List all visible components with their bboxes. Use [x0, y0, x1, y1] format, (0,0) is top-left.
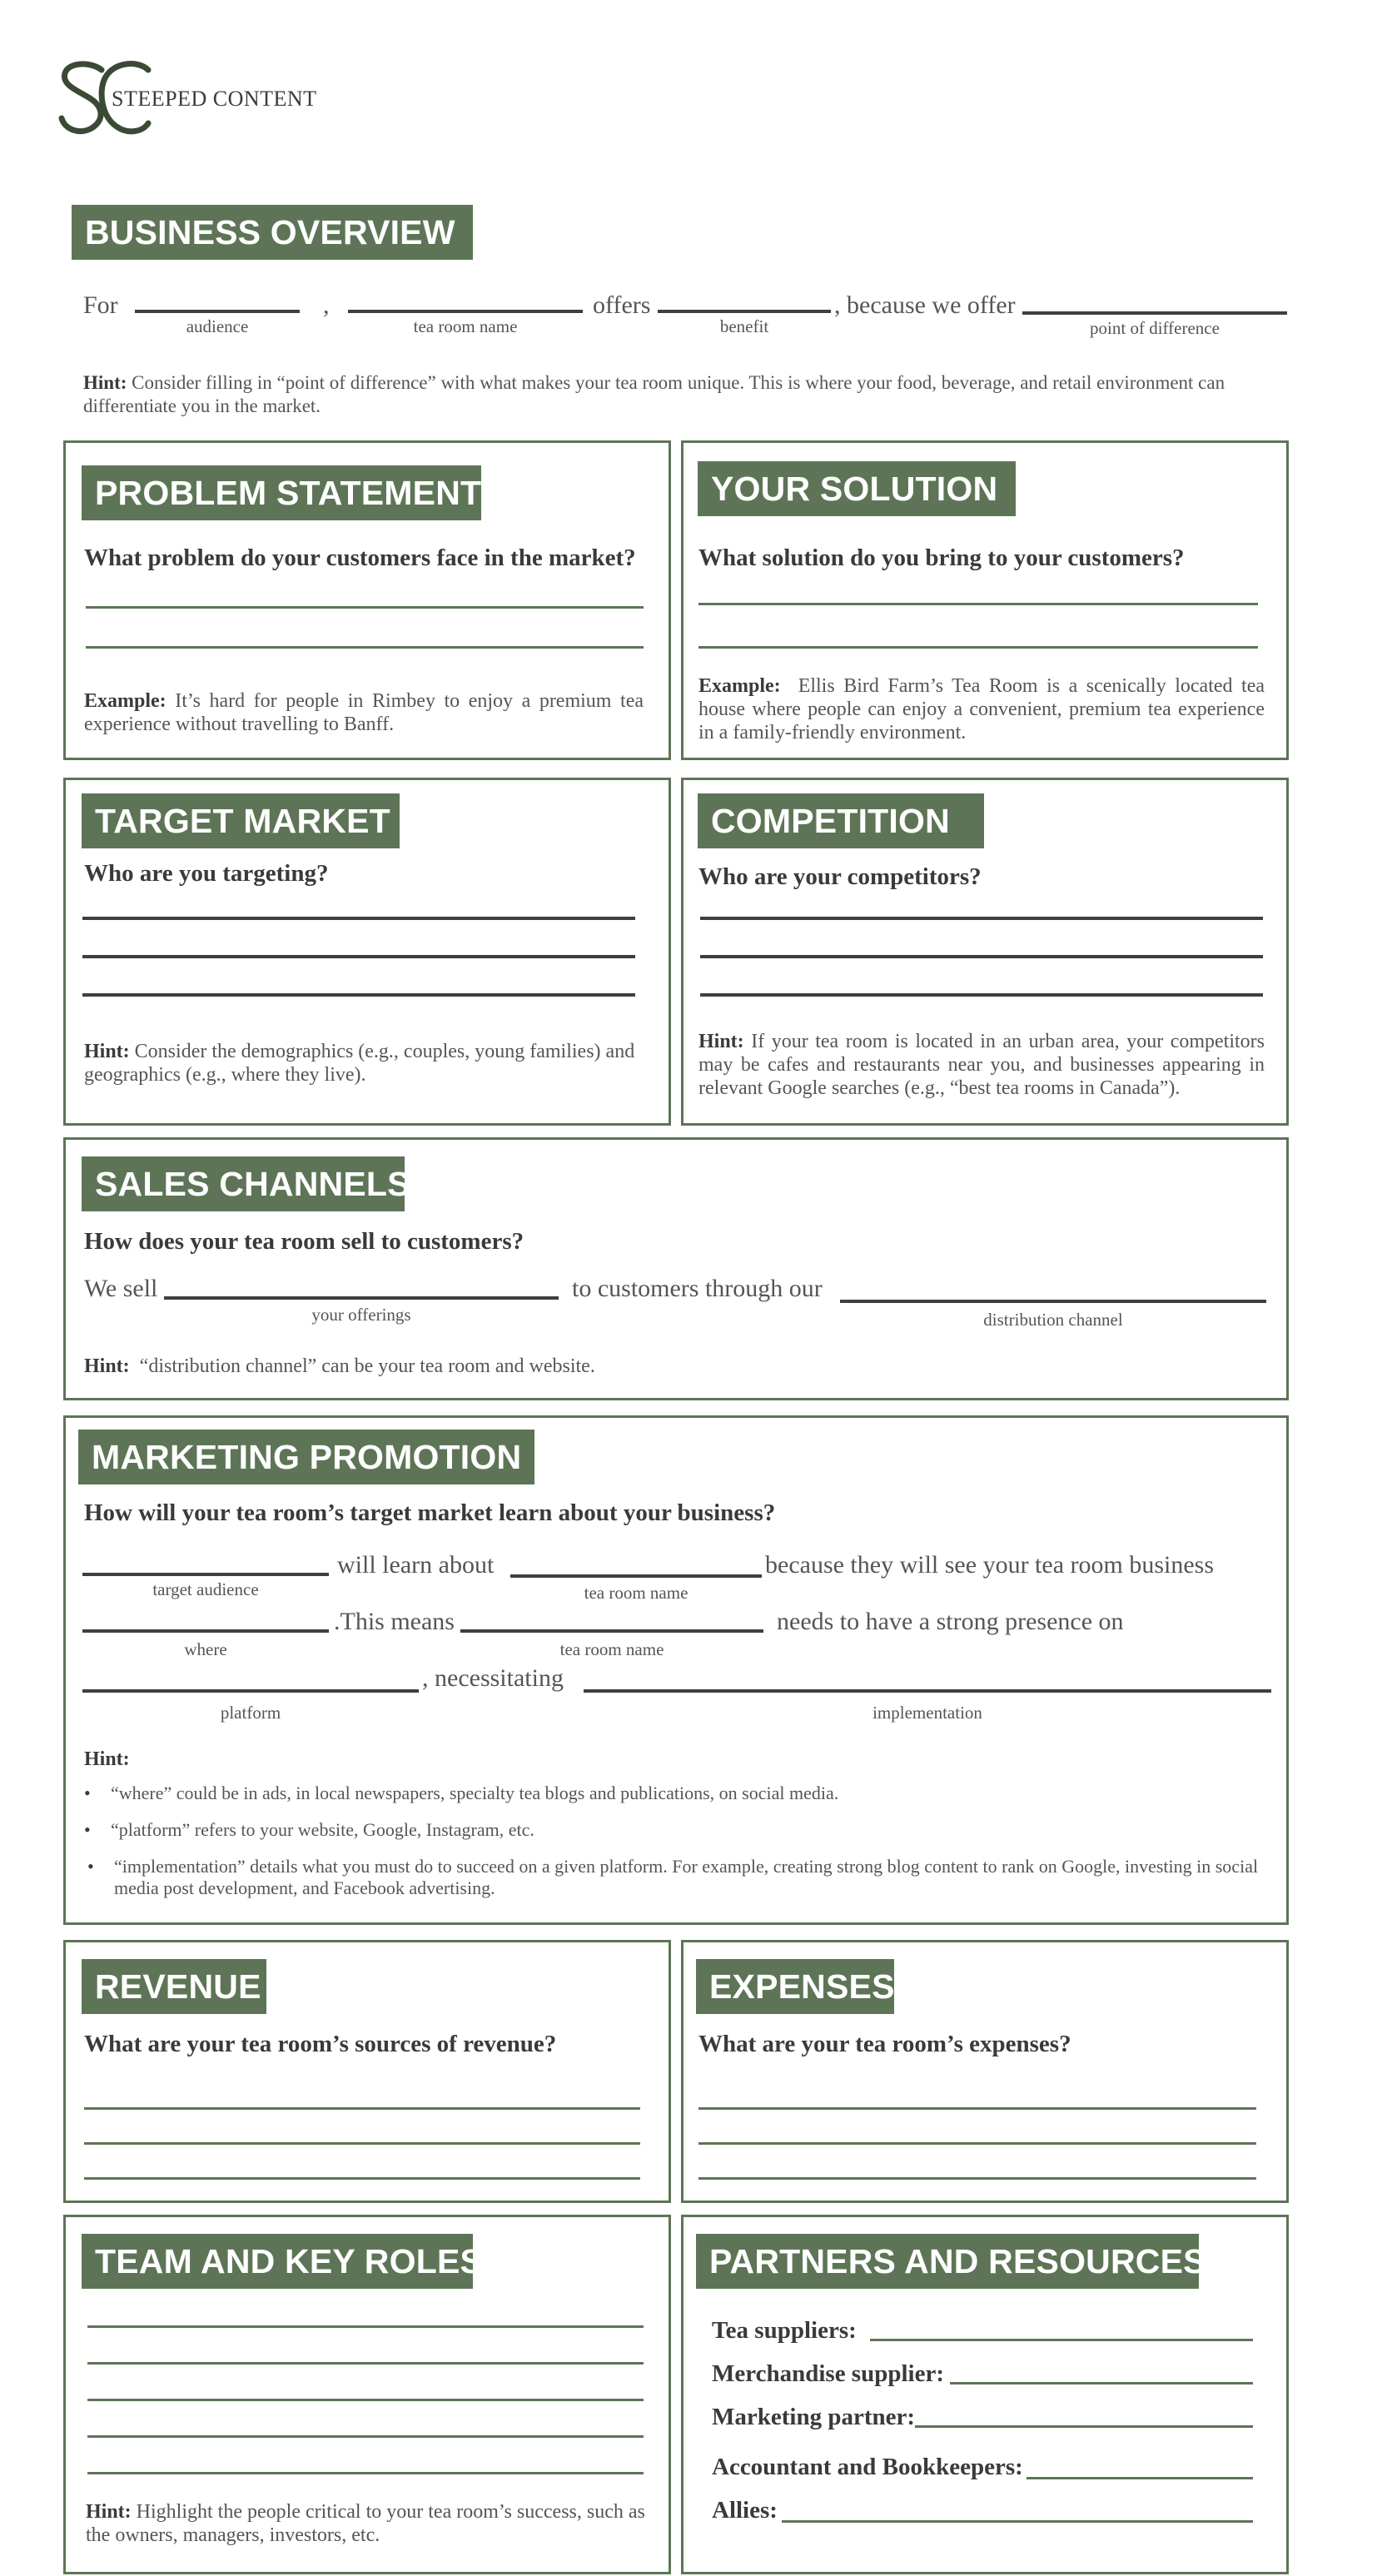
hint-label: Hint:: [84, 1041, 130, 1062]
hint-label: Hint:: [84, 1355, 130, 1377]
blank-label: implementation: [872, 1703, 982, 1723]
hint-label: Hint:: [698, 1031, 744, 1052]
blank-label: target audience: [152, 1579, 259, 1599]
sentence-word: to customers through our: [572, 1275, 823, 1302]
sales-question: How does your tea room sell to customers?: [84, 1228, 524, 1255]
sales-channels-card: [63, 1137, 1289, 1400]
solution-question: What solution do you bring to your customers?: [698, 545, 1185, 571]
allies-blank[interactable]: [782, 2520, 1253, 2523]
answer-line[interactable]: [87, 2362, 644, 2365]
example-label: Example:: [698, 675, 781, 697]
sentence-word: We sell: [84, 1275, 158, 1302]
team-hint: [86, 2500, 652, 2547]
example-text: It’s hard for people in Rimbey to enjoy a premium tea experience without travelling to Banff.: [84, 690, 644, 735]
answer-line[interactable]: [82, 993, 635, 997]
partner-field-label: Merchandise supplier:: [712, 2360, 944, 2387]
answer-line[interactable]: [698, 2107, 1256, 2110]
blank-label: benefit: [719, 316, 769, 336]
hint-bullet: • “where” could be in ads, in local newspapers, specialty tea blogs and publications, on social media.: [111, 1783, 1260, 1804]
competition-card: [681, 778, 1289, 1126]
brand-name: STEEPED CONTENT: [112, 87, 317, 111]
accountant-blank[interactable]: [1027, 2477, 1253, 2479]
marketing-promotion-card: [63, 1415, 1289, 1925]
target-hint: [84, 1040, 650, 1087]
competition-hint: [698, 1030, 1265, 1100]
blank-label: point of difference: [1090, 318, 1220, 338]
sentence-word: ,: [323, 291, 330, 319]
answer-line[interactable]: [82, 955, 635, 958]
merchandise-supplier-blank[interactable]: [950, 2382, 1253, 2385]
tea-room-name-blank[interactable]: [348, 310, 583, 313]
answer-line[interactable]: [87, 2472, 644, 2474]
marketing-hint-label: Hint:: [84, 1748, 130, 1770]
target-audience-blank[interactable]: [82, 1573, 329, 1576]
platform-blank[interactable]: [82, 1689, 419, 1693]
partner-field-label: Allies:: [712, 2497, 778, 2524]
sentence-word: For: [83, 291, 118, 319]
revenue-question: What are your tea room’s sources of revenue?: [84, 2031, 557, 2057]
blank-label: where: [184, 1639, 227, 1659]
answer-line[interactable]: [84, 2107, 640, 2110]
competition-question: Who are your competitors?: [698, 863, 982, 890]
expenses-card: [681, 1940, 1289, 2203]
example-text: Ellis Bird Farm’s Tea Room is a scenically located tea house where people can enjoy a convenient, premium tea experience in a family-friendly environment.: [698, 675, 1265, 743]
tea-room-name-blank-2[interactable]: [460, 1629, 763, 1633]
revenue-card: [63, 1940, 671, 2203]
solution-example: [698, 674, 1265, 744]
hint-text: Consider the demographics (e.g., couples, young families) and geographics (e.g., where they live).: [84, 1041, 635, 1086]
your-solution-card: [681, 440, 1289, 760]
problem-question: What problem do your customers face in the market?: [84, 545, 636, 571]
team-title: TEAM AND KEY ROLES: [82, 2234, 473, 2289]
your-solution-title: YOUR SOLUTION: [698, 461, 1016, 516]
sentence-word: will learn about: [337, 1551, 495, 1579]
tea-room-name-blank[interactable]: [510, 1574, 762, 1578]
hint-label: Hint:: [86, 2501, 132, 2523]
answer-line[interactable]: [87, 2435, 644, 2438]
answer-line[interactable]: [87, 2399, 644, 2401]
marketing-partner-blank[interactable]: [915, 2425, 1253, 2428]
team-card: [63, 2215, 671, 2574]
hint-bullet: • “implementation” details what you must do to succeed on a given platform. For example, creating strong blog content to rank on Google, investing in social media post development, and Facebook advertising.: [114, 1856, 1263, 1899]
target-market-card: [63, 778, 671, 1126]
partner-field-label: Accountant and Bookkeepers:: [712, 2454, 1023, 2480]
blank-label: tea room name: [584, 1583, 688, 1603]
answer-line[interactable]: [700, 955, 1263, 958]
blank-label: distribution channel: [983, 1310, 1123, 1330]
problem-example: [84, 689, 644, 736]
partner-field-label: Tea suppliers:: [712, 2317, 857, 2344]
answer-line[interactable]: [84, 2177, 640, 2180]
hint-text: If your tea room is located in an urban area, your competitors may be cafes and restaurants near you, and businesses appearing in relevant Google searches (e.g., “best tea rooms in Canada”).: [698, 1031, 1265, 1099]
expenses-title: EXPENSES: [696, 1959, 894, 2014]
answer-line[interactable]: [82, 917, 635, 920]
revenue-title: REVENUE: [82, 1959, 266, 2014]
your-offerings-blank[interactable]: [164, 1296, 559, 1300]
sentence-word: , because we offer: [834, 291, 1016, 319]
expenses-question: What are your tea room’s expenses?: [698, 2031, 1071, 2057]
problem-statement-title: PROBLEM STATEMENT: [82, 465, 481, 520]
answer-line[interactable]: [86, 646, 644, 649]
target-market-title: TARGET MARKET: [82, 793, 400, 848]
marketing-promotion-title: MARKETING PROMOTION: [78, 1430, 534, 1484]
hint-text: “distribution channel” can be your tea room and website.: [139, 1355, 595, 1377]
point-of-difference-blank[interactable]: [1022, 311, 1287, 315]
tea-suppliers-blank[interactable]: [870, 2339, 1253, 2341]
blank-label: tea room name: [559, 1639, 664, 1659]
blank-label: tea room name: [413, 316, 518, 336]
partners-title: PARTNERS AND RESOURCES: [696, 2234, 1199, 2289]
answer-line[interactable]: [700, 917, 1263, 920]
blank-label: audience: [186, 316, 249, 336]
implementation-blank[interactable]: [584, 1689, 1271, 1693]
sentence-word: offers: [593, 291, 651, 319]
problem-statement-card: [63, 440, 671, 760]
answer-line[interactable]: [700, 993, 1263, 997]
sales-channels-title: SALES CHANNELS: [82, 1156, 405, 1211]
hint-text: Highlight the people critical to your tea room’s success, such as the owners, managers, investors, etc.: [86, 2501, 645, 2546]
business-overview-hint: [83, 371, 1289, 418]
answer-line[interactable]: [87, 2325, 644, 2328]
partners-card: [681, 2215, 1289, 2574]
hint-label: Hint:: [83, 372, 127, 393]
sentence-word: needs to have a strong presence on: [777, 1608, 1124, 1635]
sentence-word: .This means: [334, 1608, 455, 1635]
blank-label: platform: [220, 1703, 281, 1723]
marketing-question: How will your tea room’s target market learn about your business?: [84, 1499, 776, 1526]
answer-line[interactable]: [698, 2142, 1256, 2145]
audience-blank[interactable]: [135, 310, 300, 313]
answer-line[interactable]: [698, 646, 1258, 649]
target-question: Who are you targeting?: [84, 860, 329, 887]
answer-line[interactable]: [86, 606, 644, 609]
answer-line[interactable]: [698, 2177, 1256, 2180]
competition-title: COMPETITION: [698, 793, 984, 848]
sentence-word: , necessitating: [422, 1664, 564, 1692]
where-blank[interactable]: [82, 1629, 329, 1633]
example-label: Example:: [84, 690, 167, 712]
sentence-word: because they will see your tea room business: [765, 1551, 1215, 1579]
blank-label: your offerings: [311, 1305, 411, 1325]
answer-line[interactable]: [84, 2142, 640, 2145]
hint-bullet: • “platform” refers to your website, Google, Instagram, etc.: [111, 1819, 1260, 1841]
partner-field-label: Marketing partner:: [712, 2404, 916, 2430]
answer-line[interactable]: [698, 603, 1258, 605]
hint-text: Consider filling in “point of difference” with what makes your tea room unique. This is where your food, beverage, and retail environment can differentiate you in the market.: [83, 372, 1225, 416]
distribution-channel-blank[interactable]: [840, 1300, 1266, 1303]
sales-hint: [84, 1355, 1250, 1378]
business-overview-title: BUSINESS OVERVIEW: [72, 205, 473, 260]
benefit-blank[interactable]: [658, 310, 831, 313]
